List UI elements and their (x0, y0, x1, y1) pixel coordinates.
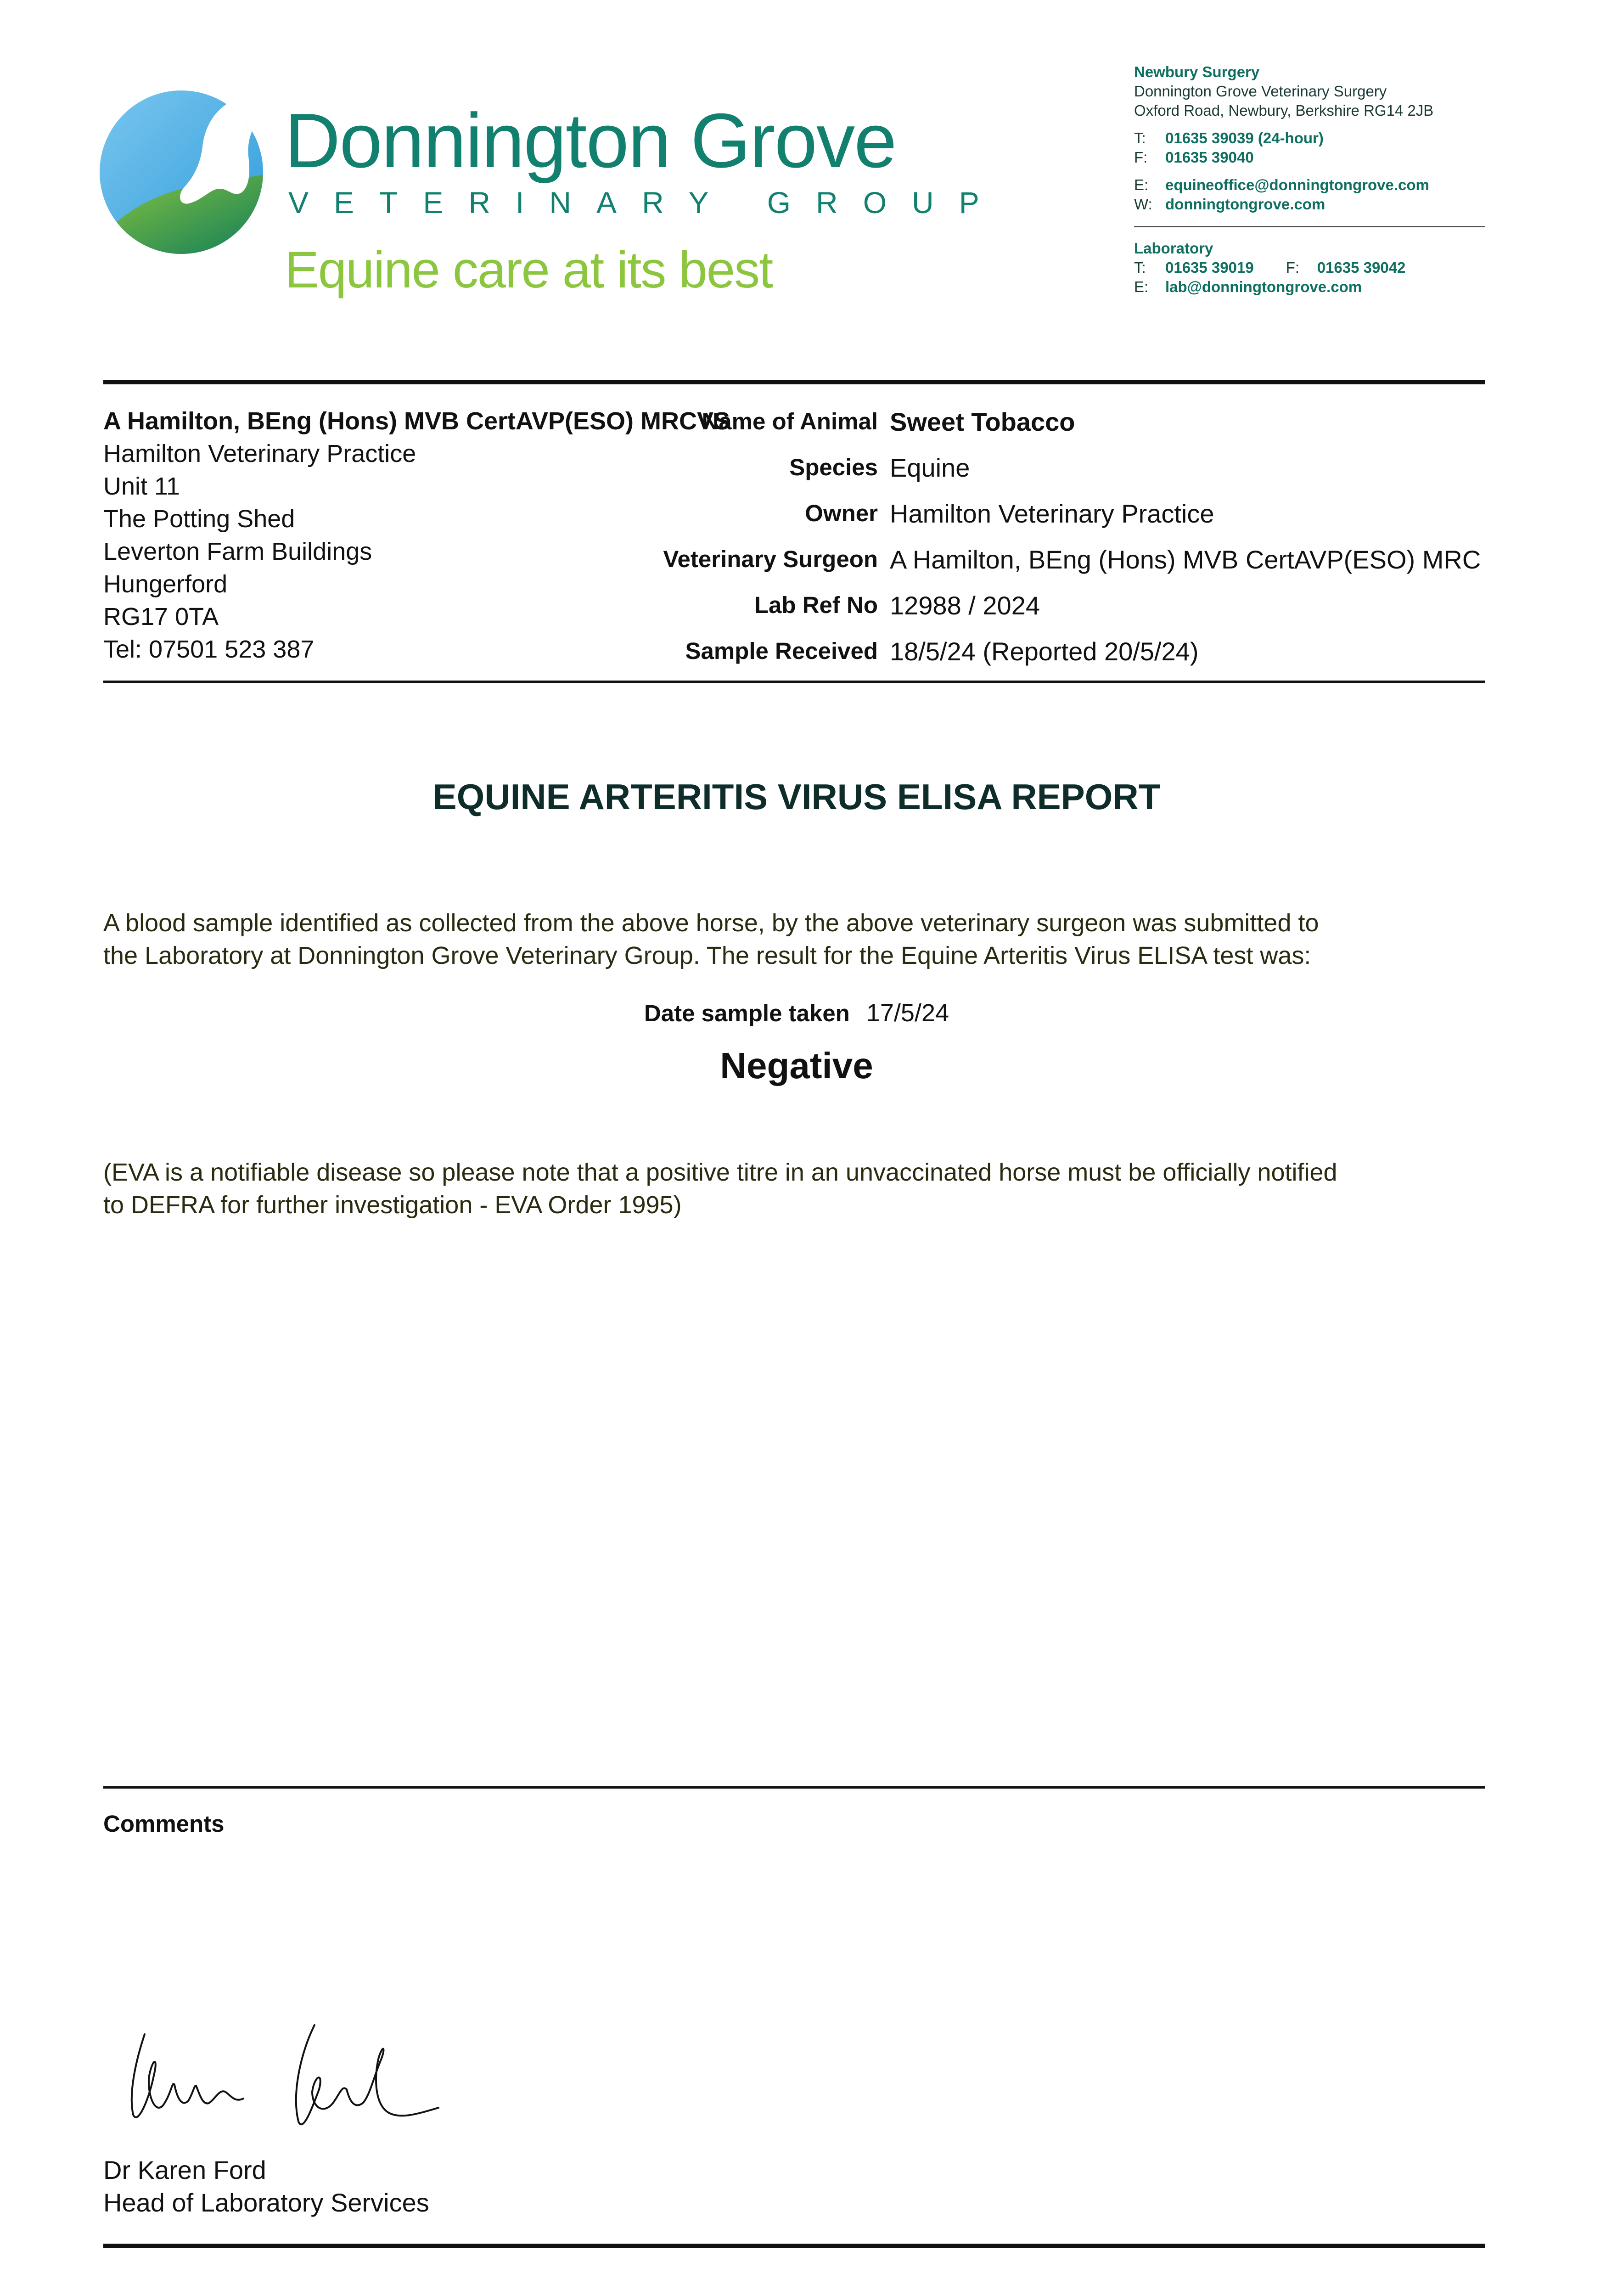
recipient-phone: Tel: 07501 523 387 (103, 636, 314, 663)
field-label-owner: Owner (805, 500, 878, 526)
brand-subtitle: VETERINARY GROUP (288, 186, 1005, 219)
surgery-phone[interactable]: 01635 39039 (24-hour) (1165, 129, 1324, 146)
intro-line: A blood sample identified as collected from the above horse, by the above veterinary surgeon was submitted to (103, 909, 1319, 937)
lab-fax: 01635 39042 (1317, 259, 1406, 276)
surgery-address: Oxford Road, Newbury, Berkshire RG14 2JB (1134, 102, 1434, 119)
field-label-species: Species (789, 454, 878, 480)
comments-label: Comments (103, 1811, 225, 1837)
recipient-line: Hamilton Veterinary Practice (103, 440, 416, 467)
lab-phone[interactable]: 01635 39019 (1165, 259, 1254, 276)
field-value-received: 18/5/24 (Reported 20/5/24) (890, 637, 1199, 666)
field-label-labref: Lab Ref No (754, 592, 878, 618)
field-value-animal: Sweet Tobacco (890, 407, 1075, 436)
signatory-name: Dr Karen Ford (103, 2155, 266, 2184)
date-value: 17/5/24 (866, 999, 949, 1027)
footer-rule (103, 2244, 1485, 2248)
recipient-line: Unit 11 (103, 473, 180, 500)
fax-label: F: (1134, 149, 1148, 166)
comments-rule (103, 1786, 1485, 1789)
lab-email-label: E: (1134, 278, 1149, 295)
tel-label: T: (1134, 129, 1146, 146)
brand-name: Donnington Grove (285, 97, 896, 184)
recipient-line: Leverton Farm Buildings (103, 538, 372, 565)
test-result: Negative (720, 1045, 873, 1086)
lab-heading: Laboratory (1134, 240, 1213, 257)
note-line: to DEFRA for further investigation - EVA Order 1995) (103, 1191, 682, 1219)
email-label: E: (1134, 176, 1149, 193)
details-rule (103, 681, 1485, 683)
note-line: (EVA is a notifiable disease so please note that a positive titre in an unvaccinated horse must be officially notified (103, 1159, 1337, 1186)
recipient-line: RG17 0TA (103, 603, 219, 630)
animal-details (0, 0, 1485, 680)
field-value-labref: 12988 / 2024 (890, 591, 1040, 620)
field-value-surgeon: A Hamilton, BEng (Hons) MVB CertAVP(ESO) MRC (890, 545, 1481, 574)
web-label: W: (1134, 196, 1152, 213)
brand-tagline: Equine care at its best (285, 241, 773, 298)
field-label-received: Sample Received (685, 638, 878, 664)
surgery-name: Donnington Grove Veterinary Surgery (1134, 83, 1387, 100)
report-intro (103, 907, 1504, 972)
lab-email-link[interactable]: lab@donningtongrove.com (1165, 278, 1362, 295)
field-label-animal: Name of Animal (702, 408, 878, 434)
recipient-line: Hungerford (103, 570, 228, 598)
recipient-line: The Potting Shed (103, 505, 295, 533)
field-value-owner: Hamilton Veterinary Practice (890, 499, 1214, 528)
recipient-name: A Hamilton, BEng (Hons) MVB CertAVP(ESO) MRCVS (103, 407, 730, 435)
signatory-title: Head of Laboratory Services (103, 2188, 429, 2217)
surgery-heading: Newbury Surgery (1134, 63, 1260, 80)
signatory-block (103, 2154, 429, 2219)
field-value-species: Equine (890, 453, 970, 482)
date-sample-taken (0, 999, 1593, 1027)
website-link[interactable]: donningtongrove.com (1165, 196, 1325, 213)
signature-image (117, 2016, 484, 2140)
surgery-fax: 01635 39040 (1165, 149, 1254, 166)
field-label-surgeon: Veterinary Surgeon (663, 546, 878, 572)
intro-line: the Laboratory at Donnington Grove Veterinary Group. The result for the Equine Arteritis Virus ELISA test was: (103, 942, 1311, 969)
report-title: EQUINE ARTERITIS VIRUS ELISA REPORT (432, 777, 1161, 817)
lab-fax-label: F: (1286, 259, 1300, 276)
notifiable-note (103, 1156, 1504, 1221)
surgery-email-link[interactable]: equineoffice@donningtongrove.com (1165, 176, 1429, 193)
date-label: Date sample taken (644, 1000, 850, 1026)
lab-tel-label: T: (1134, 259, 1146, 276)
